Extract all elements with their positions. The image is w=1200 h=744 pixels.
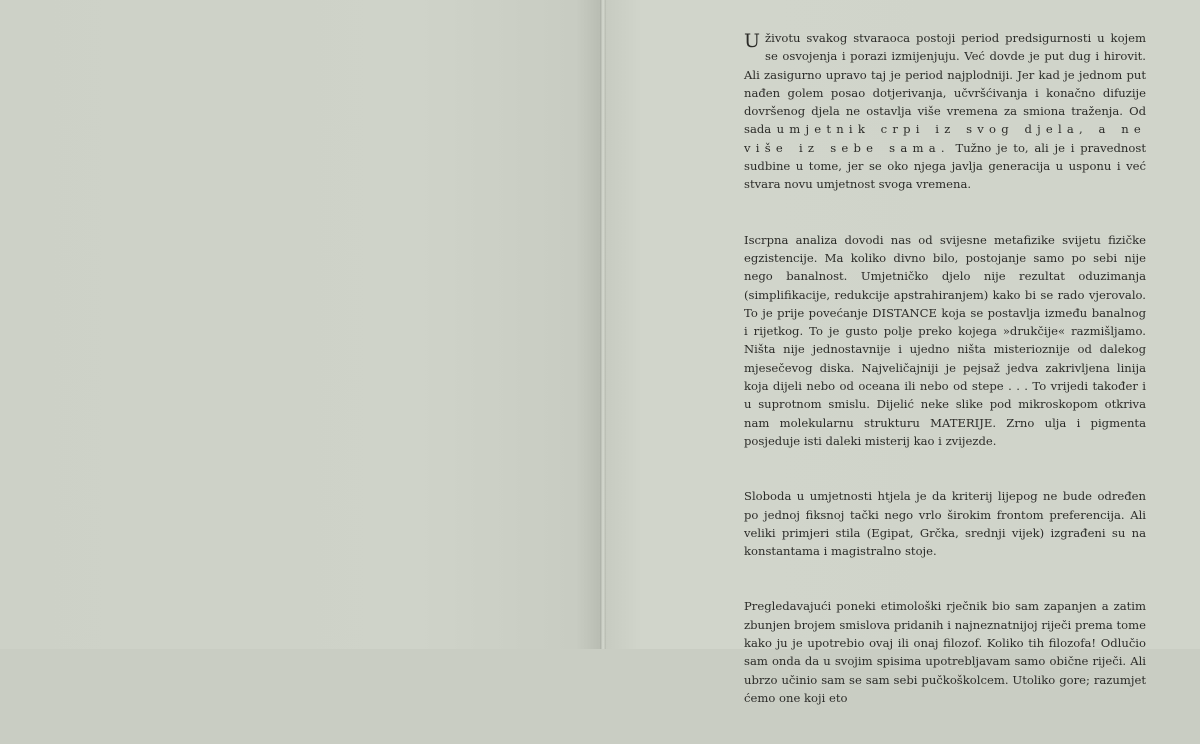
paragraph-1 xyxy=(744,29,1146,194)
paragraph-4: Pregledavajući poneki etimološki rječnik bio sam zapanjen a zatim zbunjen brojem smislova pridanih i najneznatnijoj riječi prema tome kako ju je upotrebio ovaj ili onaj filozof. Koliko tih filozofa! Odlučio sam onda da u svojim spisima upotrebljavam samo obične riječi. Ali ubrzo učinio sam se sam sebi pučkoškolcem. Utoliko gore; razumjet ćemo one koji eto xyxy=(744,599,1146,705)
drop-cap: U xyxy=(744,30,761,52)
paragraph-2: Iscrpna analiza dovodi nas od svijesne metafizike svijetu fizičke egzistencije. Ma koliko divno bilo, postojanje samo po sebi nije nego banalnost. Umjetničko djelo nije rezultat oduzimanja (simplifikacije, redukcije apstrahiranjem) kako bi se rado vjerovalo. To je prije povećanje DISTANCE koja se postavlja između banalnog i rijetkog. To je gusto polje preko kojega »drukčije« razmišljamo. Ništa nije jednostavnije i ujedno ništa misterioznije od dalekog mjesečevog diska. Najveličajniji je pejsaž jedva zakrivljena linija koja dijeli nebo od oceana ili nebo od stepe . . . To vrijedi također i u suprotnom smislu. Dijelić neke slike pod mikroskopom otkriva nam molekularnu strukturu MATERIJE. Zrno ulja i pigmenta posjeduje isti daleki misterij kao i zvijezde. xyxy=(744,232,1146,448)
body-text xyxy=(744,29,1146,744)
paragraph-1-part-2: Tužno je to, ali je i pravednost sudbine u tome, jer se oko njega javlja generacija u usponu i već stvara novu umjetnost svoga vremena. xyxy=(744,140,1146,192)
right-page xyxy=(606,0,1200,705)
paragraph-1-part-1: životu svakog stvaraoca postoji period predsigurnosti u kojem se osvojenja i porazi izmijenjuju. Već dovde je put dug i hirovit. Ali zasigurno upravo taj je period najplodniji. Jer kad je jednom put nađen golem posao dotjerivanja, učvršćivanja i konačno difuzije dovršenog djela ne ostavlja više vremena za smiona traženja. Od sada xyxy=(744,31,1146,137)
paragraph-1-spaced-text: umjetnik crpi iz svog djela, a ne više iz sebe sama. xyxy=(744,122,1147,155)
left-page-blank xyxy=(0,0,600,649)
paragraph-3: Sloboda u umjetnosti htjela je da kriterij lijepog ne bude određen po jednoj fiksnoj tački nego vrlo širokim frontom preferencija. Ali veliki primjeri stila (Egipat, Grčka, srednji vijek) izgrađeni su na konstantama i magistralno stoje. xyxy=(744,489,1146,559)
